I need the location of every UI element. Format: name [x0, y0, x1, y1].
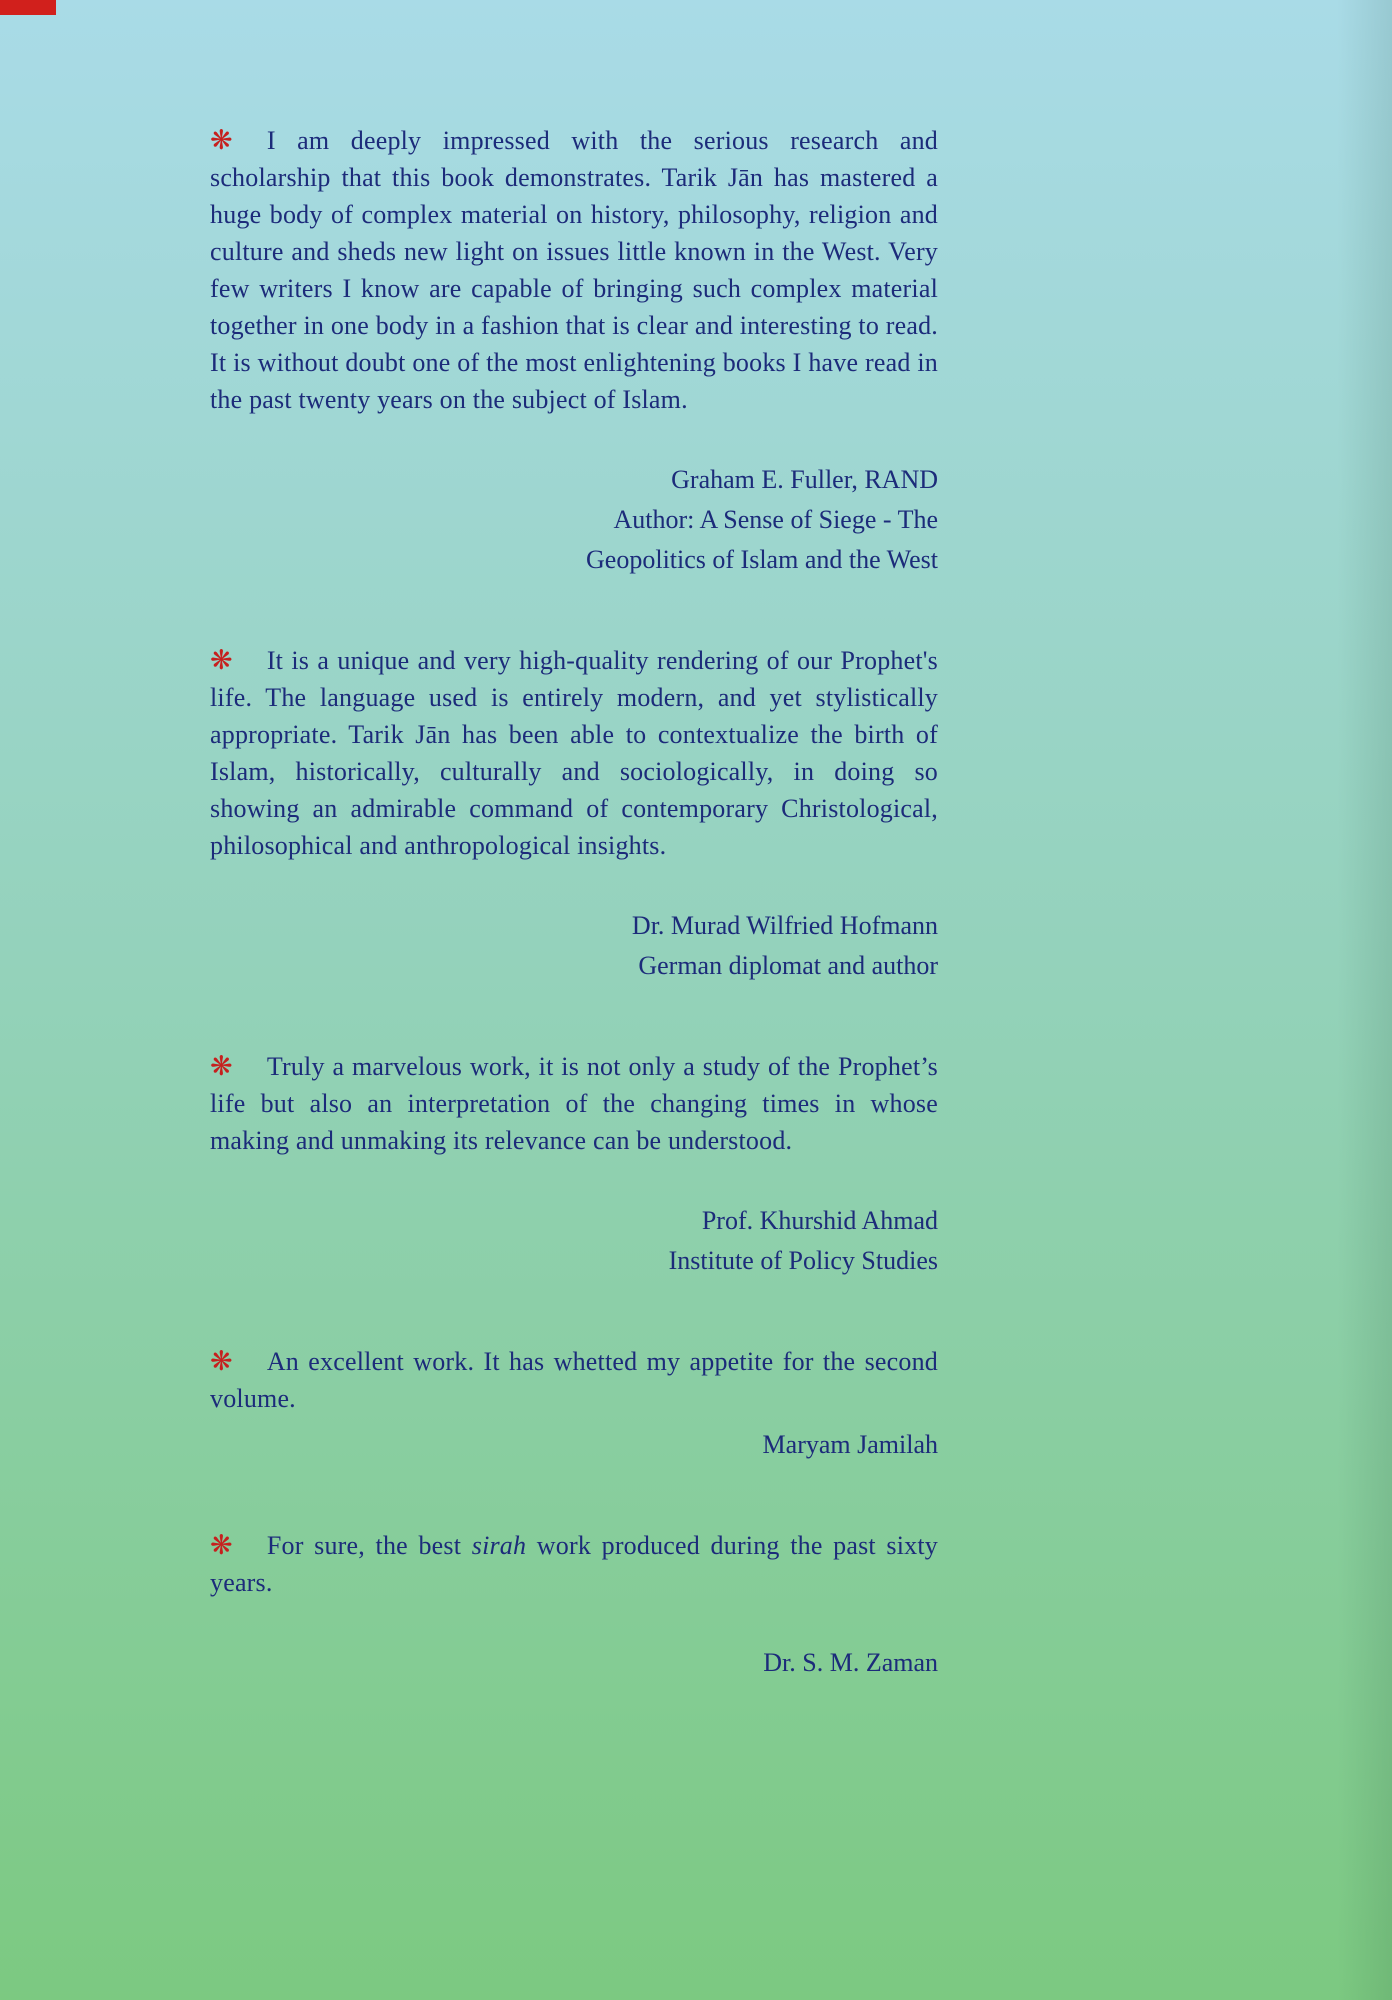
quote-text: It is a unique and very high-quality rendering of our Prophet's life. The language used is entirely modern, and yet stylistically appropriate. Tarik Jān has been able to contextualize the birth of Islam, historically, culturally and sociologically, in doing so showing an admirable command of contemporary Christological, philosophical and anthropological insights.: [210, 646, 938, 860]
testimonial-attribution: [210, 906, 938, 986]
testimonial-attribution: [210, 460, 938, 580]
quote-text: Truly a marvelous work, it is not only a study of the Prophet’s life but also an interpretation of the changing times in whose making and unmaking its relevance can be understood.: [210, 1052, 938, 1155]
attribution-line: Institute of Policy Studies: [668, 1246, 938, 1275]
testimonial-1: [210, 122, 938, 580]
testimonials-content: [210, 122, 938, 1683]
testimonial-quote: [210, 1048, 938, 1159]
attribution-line: Author: A Sense of Siege - The: [613, 505, 938, 534]
testimonial-quote: [210, 1527, 938, 1601]
attribution-line: Graham E. Fuller, RAND: [671, 465, 938, 494]
testimonial-5: [210, 1527, 938, 1683]
attribution-line: Prof. Khurshid Ahmad: [701, 1206, 938, 1235]
testimonial-quote: [210, 1343, 938, 1417]
quote-text-post: work produced during the past sixty years.: [210, 1531, 938, 1597]
quote-text: I am deeply impressed with the serious research and scholarship that this book demonstrates. Tarik Jān has mastered a huge body of complex material on history, philosophy, religion and culture and sheds new light on issues little known in the West. Very few writers I know are capable of bringing such complex material together in one body in a fashion that is clear and interesting to read. It is without doubt one of the most enlightening books I have read in the past twenty years on the subject of Islam.: [210, 126, 938, 414]
attribution-line: Maryam Jamilah: [762, 1430, 938, 1459]
testimonial-attribution: [210, 1201, 938, 1281]
quote-text-italic: sirah: [471, 1531, 527, 1560]
attribution-line: Dr. S. M. Zaman: [763, 1648, 938, 1677]
attribution-line: Dr. Murad Wilfried Hofmann: [631, 911, 938, 940]
attribution-line: German diplomat and author: [638, 951, 938, 980]
attribution-line: Geopolitics of Islam and the West: [586, 545, 938, 574]
flower-bullet-icon: ❋: [210, 1530, 233, 1561]
flower-bullet-icon: ❋: [210, 645, 233, 676]
testimonial-3: [210, 1048, 938, 1281]
testimonial-attribution: [210, 1643, 938, 1683]
page-edge-shade: [1337, 0, 1392, 2000]
scan-artifact-red-corner: [0, 0, 56, 15]
flower-bullet-icon: ❋: [210, 1346, 233, 1377]
testimonial-2: [210, 642, 938, 986]
testimonial-quote: [210, 642, 938, 864]
flower-bullet-icon: ❋: [210, 1051, 233, 1082]
flower-bullet-icon: ❋: [210, 125, 233, 156]
quote-text: An excellent work. It has whetted my appetite for the second volume.: [210, 1347, 938, 1413]
testimonial-4: [210, 1343, 938, 1465]
testimonial-attribution: [210, 1425, 938, 1465]
quote-text-pre: For sure, the best: [266, 1531, 472, 1560]
testimonial-quote: [210, 122, 938, 418]
